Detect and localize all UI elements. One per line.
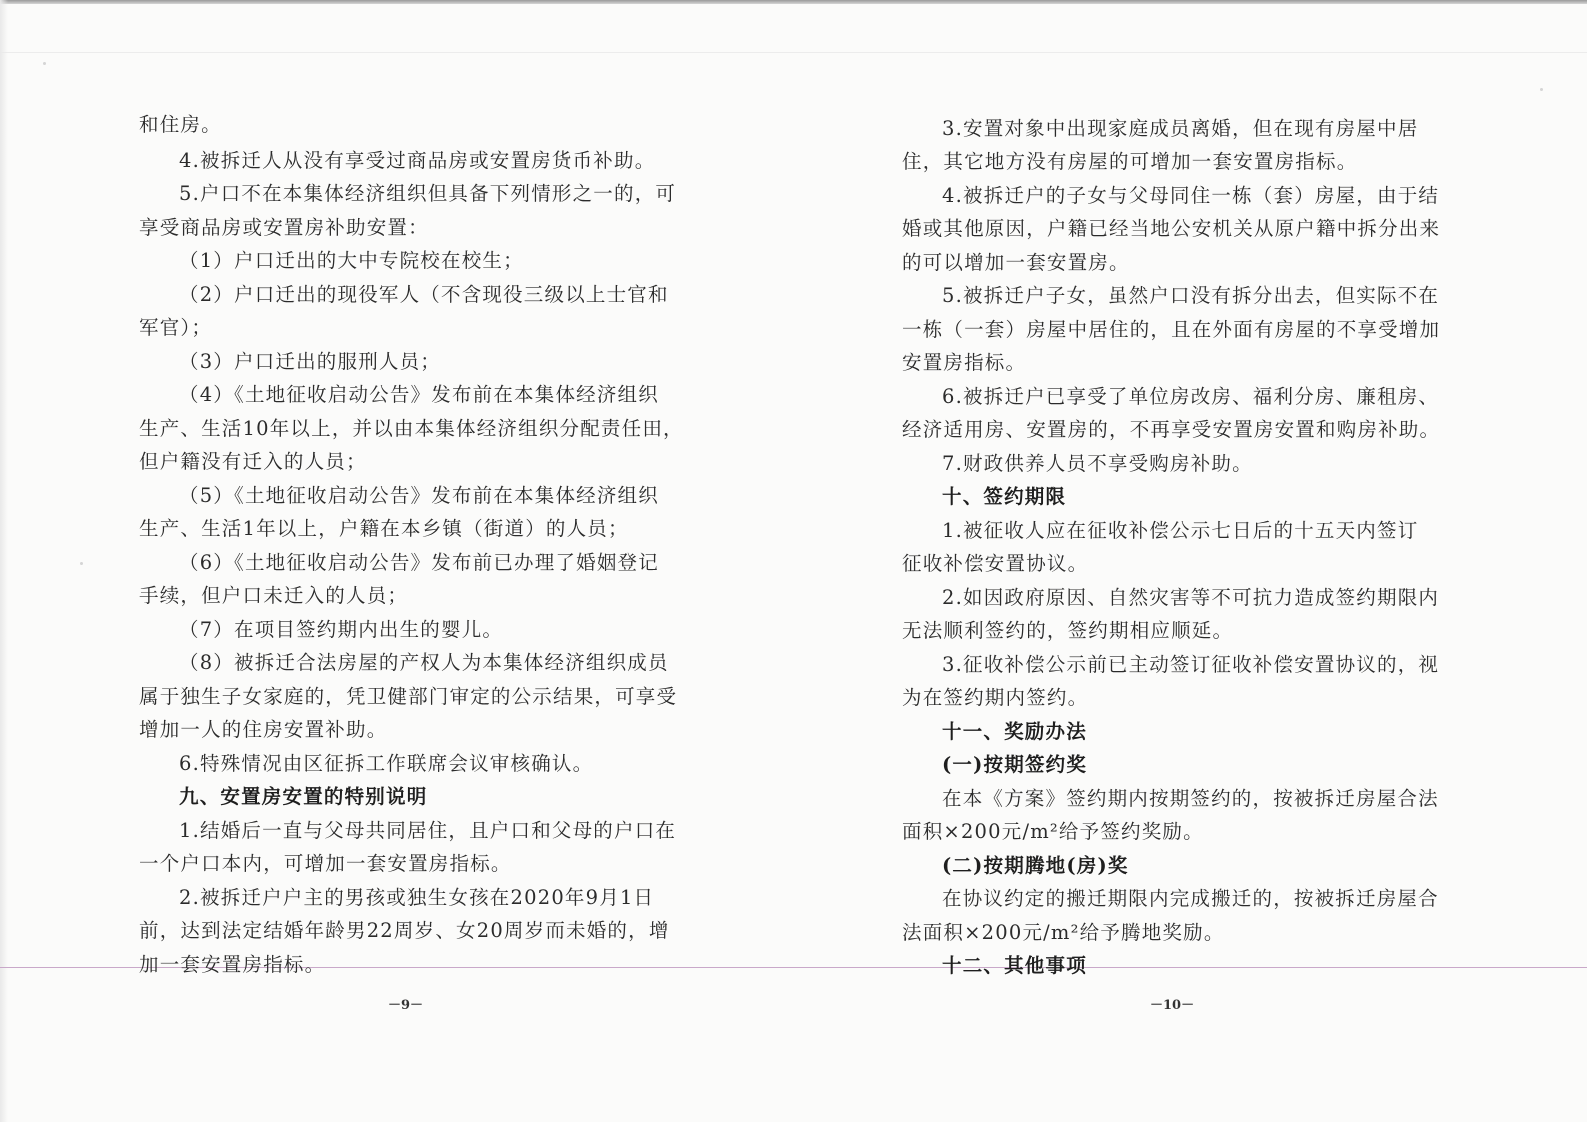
right-line-16: 无法顺利签约的，签约期相应顺延。 [902,619,1234,642]
right-line-3: 4.被拆迁户的子女与父母同住一栋（套）房屋，由于结 [942,184,1440,207]
left-line-15: 手续，但户口未迁入的人员； [139,584,409,607]
left-line-4: 享受商品房或安置房补助安置： [139,216,429,239]
right-line-1: 3.安置对象中出现家庭成员离婚，但在现有房屋中居 [942,117,1419,140]
right-line-17: 3.征收补偿公示前已主动签订征收补偿安置协议的，视 [942,653,1440,676]
right-section-heading-12: 十二、其他事项 [942,954,1087,977]
left-line-18: 属于独生子女家庭的，凭卫健部门审定的公示结果，可享受 [139,685,678,708]
right-page-number: －10－ [1150,998,1195,1013]
left-line-6: （2）户口迁出的现役军人（不含现役三级以上士官和 [179,283,669,306]
scan-top-edge [0,0,1587,4]
left-page-number: －9－ [388,998,424,1013]
left-line-2: 4.被拆迁人从没有享受过商品房或安置房货币补助。 [179,149,656,172]
left-line-8: （3）户口迁出的服刑人员； [179,350,442,373]
right-line-10: 经济适用房、安置房的，不再享受安置房安置和购房补助。 [902,418,1441,441]
scan-left-shadow [0,0,8,1122]
left-line-17: （8）被拆迁合法房屋的产权人为本集体经济组织成员 [179,651,669,674]
left-section-heading-9: 九、安置房安置的特别说明 [179,785,428,808]
right-line-22: 面积×200元/m²给予签约奖励。 [902,820,1204,843]
left-line-1: 和住房。 [139,113,222,136]
left-line-14: （6）《土地征收启动公告》发布前已办理了婚姻登记 [179,551,659,574]
right-line-24: 在协议约定的搬迁期限内完成搬迁的，按被拆迁房屋合 [942,887,1439,910]
left-line-23: 一个户口本内，可增加一套安置房指标。 [139,852,512,875]
right-line-6: 5.被拆迁户子女，虽然户口没有拆分出去，但实际不在 [942,284,1440,307]
right-line-5: 的可以增加一套安置房。 [902,251,1130,274]
left-line-19: 增加一人的住房安置补助。 [139,718,388,741]
left-line-5: （1）户口迁出的大中专院校在校生； [179,249,524,272]
right-line-25: 法面积×200元/m²给予腾地奖励。 [902,921,1225,944]
left-line-13: 生产、生活1年以上，户籍在本乡镇（街道）的人员； [139,517,629,540]
left-line-24: 2.被拆迁户户主的男孩或独生女孩在2020年9月1日 [179,886,655,909]
scan-speck [80,562,83,565]
left-line-20: 6.特殊情况由区征拆工作联席会议审核确认。 [179,752,594,775]
scan-speck [1540,88,1543,91]
right-subheading-1: (一)按期签约奖 [942,753,1088,776]
right-line-9: 6.被拆迁户已享受了单位房改房、福利分房、廉租房、 [942,385,1440,408]
right-line-7: 一栋（一套）房屋中居住的，且在外面有房屋的不享受增加 [902,318,1441,341]
right-line-4: 婚或其他原因，户籍已经当地公安机关从原户籍中拆分出来 [902,217,1441,240]
right-line-18: 为在签约期内签约。 [902,686,1089,709]
left-line-26: 加一套安置房指标。 [139,953,326,976]
right-line-8: 安置房指标。 [902,351,1027,374]
left-line-25: 前，达到法定结婚年龄男22周岁、女20周岁而未婚的，增 [139,919,670,942]
right-subheading-2: (二)按期腾地(房)奖 [942,854,1129,877]
right-line-11: 7.财政供养人员不享受购房补助。 [942,452,1253,475]
right-line-21: 在本《方案》签约期内按期签约的，按被拆迁房屋合法 [942,787,1439,810]
right-section-heading-10: 十、签约期限 [942,485,1067,508]
scan-edge-line [0,52,1587,53]
right-line-13: 1.被征收人应在征收补偿公示七日后的十五天内签订 [942,519,1419,542]
right-section-heading-11: 十一、奖励办法 [942,720,1087,743]
left-line-11: 但户籍没有迁入的人员； [139,450,367,473]
right-line-2: 住，其它地方没有房屋的可增加一套安置房指标。 [902,150,1358,173]
right-line-15: 2.如因政府原因、自然灾害等不可抗力造成签约期限内 [942,586,1440,609]
left-line-16: （7）在项目签约期内出生的婴儿。 [179,618,504,641]
left-line-7: 军官）； [139,316,213,339]
left-line-12: （5）《土地征收启动公告》发布前在本集体经济组织 [179,484,659,507]
scan-speck [43,62,46,65]
left-line-9: （4）《土地征收启动公告》发布前在本集体经济组织 [179,383,659,406]
left-line-22: 1.结婚后一直与父母共同居住，且户口和父母的户口在 [179,819,677,842]
left-line-3: 5.户口不在本集体经济组织但具备下列情形之一的，可 [179,182,677,205]
left-line-10: 生产、生活10年以上，并以由本集体经济组织分配责任田， [139,417,684,440]
right-line-14: 征收补偿安置协议。 [902,552,1089,575]
